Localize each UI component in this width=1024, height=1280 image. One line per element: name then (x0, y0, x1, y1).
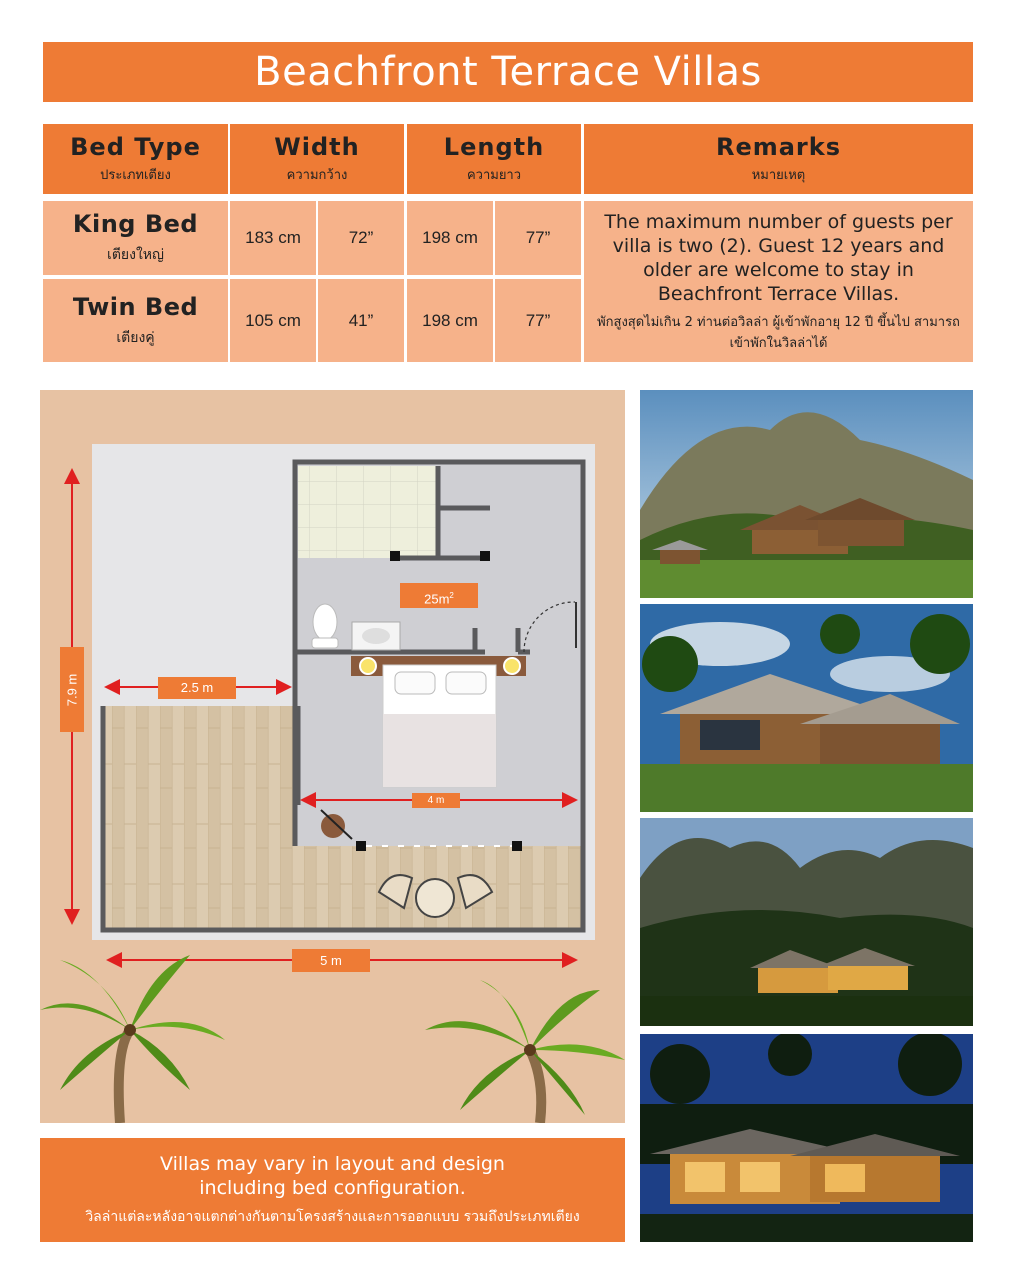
twin-bed-label: Twin Bed (72, 292, 199, 321)
palm-left-icon (40, 955, 225, 1123)
disclaimer-thai: วิลล่าแต่ละหลังอาจแตกต่างกันตามโครงสร้างและการออกแบบ รวมถึงประเภทเตียง (85, 1209, 580, 1225)
header-bed-type (43, 124, 228, 194)
remarks-text-en: The maximum number of guests per villa is two (2). Guest 12 years and older are welcome to stay in Beachfront Terrace Villas. (604, 210, 953, 305)
disclaimer-line-2: including bed configuration. (199, 1177, 466, 1199)
shower-tiles (298, 466, 438, 558)
villa-photo-day-mountains (640, 390, 973, 598)
floor-plan (40, 390, 625, 1123)
king-width-cm: 183 cm (230, 201, 316, 275)
villa-photo-day-palms (640, 604, 973, 812)
lamp-left-icon (360, 658, 376, 674)
twin-bed-label-th: เตียงคู่ (116, 329, 155, 346)
header-length (407, 124, 581, 194)
layout-disclaimer (40, 1138, 625, 1242)
twin-length-in: 77” (495, 279, 581, 362)
disclaimer-line-1: Villas may vary in layout and design (160, 1153, 505, 1175)
twin-length-cm: 198 cm (407, 279, 493, 362)
height-dimension-text: 7.9 m (64, 673, 80, 707)
twin-width-cm: 105 cm (230, 279, 316, 362)
header-bed-type-en: Bed Type (70, 133, 201, 161)
twin-width-in: 41” (318, 279, 404, 362)
king-length-in: 77” (495, 201, 581, 275)
pillow-right (446, 672, 486, 694)
page-title: Beachfront Terrace Villas (43, 42, 973, 102)
table-row-twin-bed (43, 279, 228, 362)
area-value: 25m (424, 591, 450, 607)
palm-right-icon (425, 980, 625, 1123)
pillow-left (395, 672, 435, 694)
remarks-text-th: พักสูงสุดไม่เกิน 2 ท่านต่อวิลล่า ผู้เข้าพักอายุ 12 ปี ขึ้นไป สามารถเข้าพักในวิลล่าได้ (597, 314, 960, 351)
villa-photo-dusk-cliffs (640, 818, 973, 1026)
king-width-in: 72” (318, 201, 404, 275)
header-remarks-en: Remarks (715, 133, 842, 161)
header-width-en: Width (274, 133, 360, 161)
total-dimension-label: 5 m (292, 949, 370, 972)
header-length-th: ความยาว (466, 168, 522, 183)
sink-icon (352, 622, 400, 650)
floor-plan-drawing (40, 390, 625, 1123)
king-bed-label: King Bed (72, 210, 199, 238)
area-unit-sup: 2 (449, 591, 454, 600)
area-label (400, 583, 478, 608)
table-row-king-bed (43, 201, 228, 275)
header-length-en: Length (443, 133, 545, 161)
header-bed-type-th: ประเภทเตียง (100, 168, 171, 183)
toilet-icon (312, 604, 338, 648)
side-table (321, 814, 345, 838)
header-remarks-th: หมายเหตุ (751, 168, 806, 183)
lamp-right-icon (504, 658, 520, 674)
villa-photo-night-lit (640, 1034, 973, 1242)
header-remarks (584, 124, 973, 194)
king-bed-label-th: เตียงใหญ่ (107, 247, 164, 263)
height-dimension-label (60, 647, 84, 732)
header-width-th: ความกว้าง (286, 168, 348, 183)
remarks-cell (584, 201, 973, 362)
header-width (230, 124, 404, 194)
terrace-dimension-label: 2.5 m (158, 677, 236, 699)
room-dimension-label: 4 m (412, 793, 460, 808)
king-length-cm: 198 cm (407, 201, 493, 275)
